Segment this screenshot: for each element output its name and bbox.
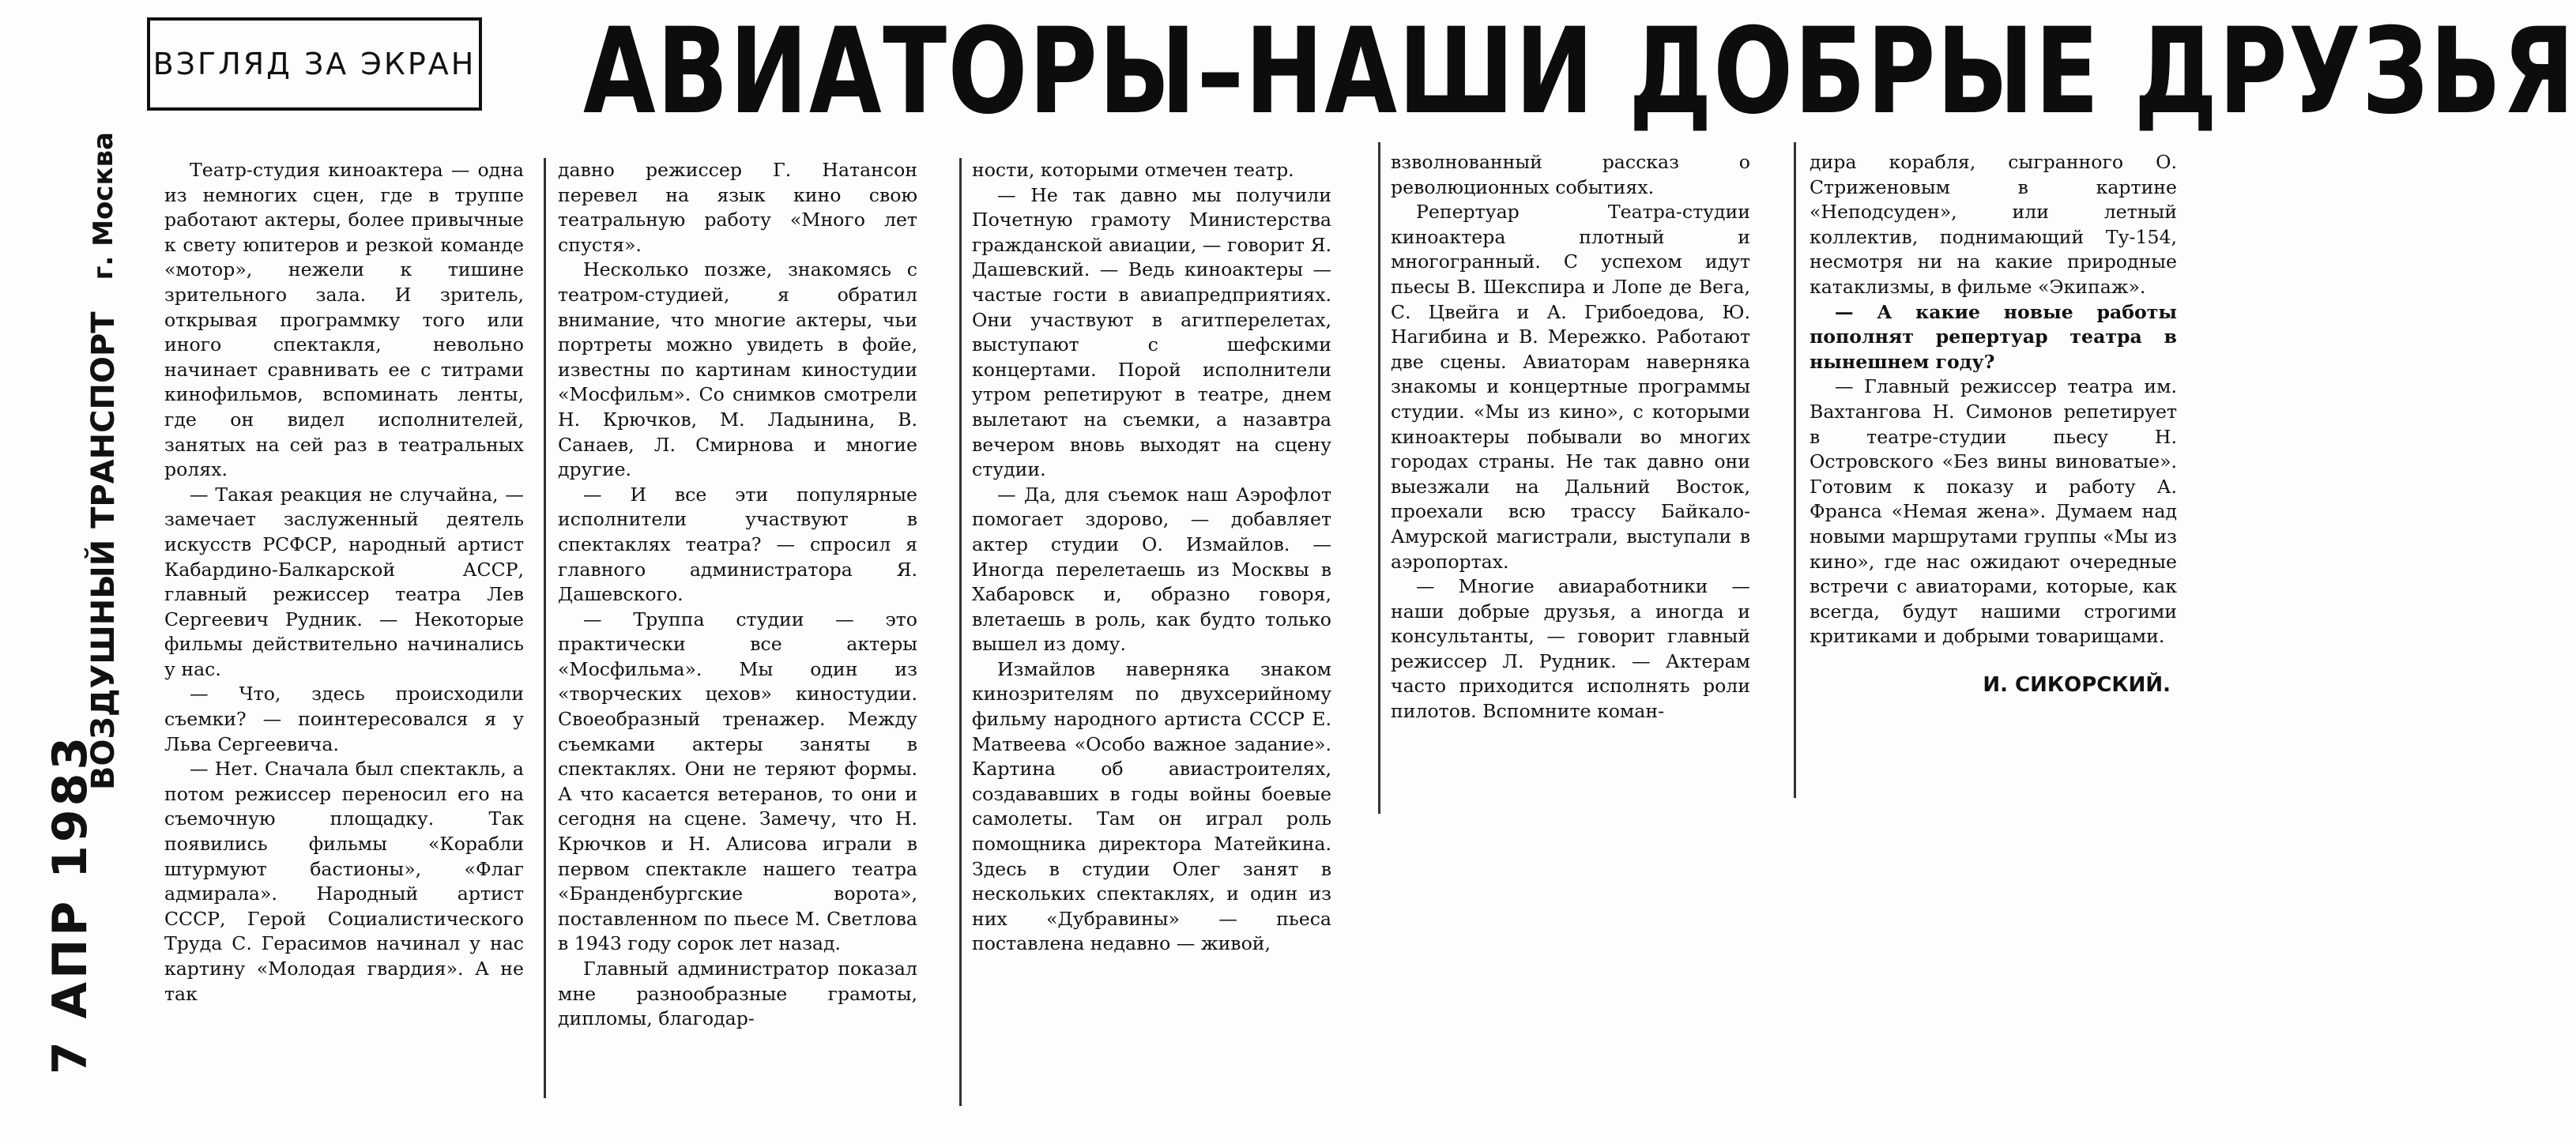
- article-paragraph: дира корабля, сыгранного О. Стриженовым в картине «Неподсуден», или летный коллектив, поднимающий Ту-154, несмотря ни на какие природные катаклизмы, в фильме «Экипаж».: [1810, 151, 2177, 298]
- article-paragraph: Измайлов наверняка знаком кинозрителям по двухсерийному фильму народного артиста СССР Е. Матвеева «Особо важное задание». Картина об авиастроителях, создававших в годы войны боевые самолеты. Там он играл роль помощника директора Матейкина. Здесь в студии Олег занят в нескольких спектаклях, и один из них «Дубравины» — пьеса поставлена недавно — живой,: [972, 657, 1331, 955]
- article-paragraph: — Труппа студии — это практически все актеры «Мосфильма». Мы один из «творческих цехов» киностудии. Своеобразный тренажер. Между съемками актеры заняты в спектаклях. Они не теряют формы. А что касается ветеранов, то они и сегодня на сцене. Замечу, что Н. Крючков и Н. Алисова играли в первом спектакле нашего театра «Бранденбургские ворота», поставленном по пьесе М. Светлова в 1943 году сорок лет назад.: [558, 608, 917, 955]
- article-column-1: [164, 158, 524, 1138]
- article-paragraph: — И все эти популярные исполнители участвуют в спектаклях театра? — спросил я главного администратора Я. Дашевского.: [558, 483, 917, 606]
- article-paragraph: — Да, для съемок наш Аэрофлот помогает здорово, — добавляет актер студии О. Измайлов. — Иногда перелетаешь из Москвы в Хабаровск и, образно говоря, влетаешь в роль, как будто только вышел из дому.: [972, 483, 1331, 656]
- stamp-date: 7 АПР 1983: [43, 733, 98, 1074]
- article-paragraph: — Не так давно мы получили Почетную грамоту Министерства гражданской авиации, — говорит Я. Дашевский. — Ведь киноактеры — частые гости в авиапредприятиях. Они участвуют в агитперелетах, выступают с шефскими концертами. Порой исполнители утром репетируют в театре, днем вылетают на съемки, а назавтра вечером вновь выходят на сцену студии.: [972, 183, 1331, 481]
- article-column-4: [1391, 150, 1750, 845]
- section-rubric: ВЗГЛЯД ЗА ЭКРАН: [147, 17, 482, 111]
- article-paragraph: — Что, здесь происходили съемки? — поинтересовался я у Льва Сергеевича.: [164, 683, 524, 755]
- article-column-3: [972, 158, 1331, 1138]
- column-rule: [544, 158, 546, 1098]
- article-paragraph: Репертуар Театра-студии киноактера плотный и многогранный. С успехом идут пьесы В. Шекспира и Лопе де Вега, С. Цвейга и А. Грибоедова, Ю. Нагибина и В. Мережко. Работают две сцены. Авиаторам наверняка знакомы и концертные программы студии. «Мы из кино», с которыми киноактеры побывали во многих городах страны. Не так давно они выезжали на Дальний Восток, проехали всю трассу Байкало-Амурской магистрали, выступали в аэропортах.: [1391, 201, 1750, 573]
- author-signature: И. СИКОРСКИЙ.: [1983, 672, 2171, 697]
- column-rule: [1378, 142, 1380, 814]
- article-paragraph: — Многие авиаработники — наши добрые друзья, а иногда и консультанты, — говорит главный режиссер Л. Рудник. — Актерам часто приходится исполнять роли пилотов. Вспомните коман-: [1391, 575, 1750, 723]
- column-rule: [959, 158, 962, 1106]
- column-5-paragraphs: [1810, 150, 2177, 649]
- article-headline: АВИАТОРЫ–НАШИ ДОБРЫЕ ДРУЗЬЯ: [583, 3, 2576, 141]
- article-paragraph: Театр-студия киноактера — одна из немногих сцен, где в труппе работают актеры, более привычные к свету юпитеров и резкой команде «мотор», нежели к тишине зрительного зала. И зритель, открывая программку того или иного спектакля, невольно начинает сравнивать ее с титрами кинофильмов, вспоминать ленты, где он видел исполнителей, занятых на сей раз в театральных ролях.: [164, 159, 524, 481]
- article-paragraph: Главный администратор показал мне разнообразные грамоты, дипломы, благодар-: [558, 958, 917, 1030]
- newspaper-stamp: [76, 132, 131, 790]
- article-paragraph: ности, которыми отмечен театр.: [972, 159, 1294, 181]
- article-paragraph: — Такая реакция не случайна, — замечает заслуженный деятель искусств РСФСР, народный артист Кабардино-Балкарской АССР, главный режиссер театра Лев Сергеевич Рудник. — Некоторые фильмы действительно начинались у нас.: [164, 483, 524, 680]
- column-rule: [1794, 142, 1796, 798]
- article-paragraph: взволнованный рассказ о революционных событиях.: [1391, 151, 1750, 198]
- article-paragraph: — Главный режиссер театра им. Вахтангова Н. Симонов репетирует в театре-студии пьесу Н. Островского «Без вины виноватые». Готовим к показу и работу А. Франса «Немая жена». Думаем над новыми маршрутами группы «Мы из кино», где нас ожидают очередные встречи с авиаторами, которые, как всегда, будут нашими строгими критиками и добрыми товарищами.: [1810, 375, 2177, 648]
- article-paragraph: — Нет. Сначала был спектакль, а потом режиссер переносил его на съемочную площадку. Так появились фильмы «Корабли штурмуют бастионы», «Флаг адмирала». Народный артист СССР, Герой Социалистического Труда С. Герасимов начинал у нас картину «Молодая гвардия». А не так: [164, 758, 524, 1005]
- article-column-2: [558, 158, 917, 1138]
- stamp-city: г. Москва: [88, 132, 119, 280]
- article-paragraph: Несколько позже, знакомясь с театром-студией, я обратил внимание, что многие актеры, чьи портреты можно увидеть в фойе, известны по картинам киностудии «Мосфильм». Со снимков смотрели Н. Крючков, М. Ладынина, В. Санаев, Л. Смирнова и многие другие.: [558, 258, 917, 481]
- stamp-newspaper-name: ВОЗДУШНЫЙ ТРАНСПОРТ: [85, 311, 122, 790]
- article-column-5: [1810, 150, 2177, 861]
- article-paragraph: — А какие новые работы пополнят репертуар театра в нынешнем году?: [1810, 300, 2177, 373]
- article-paragraph: давно режиссер Г. Натансон перевел на язык кино свою театральную работу «Много лет спустя».: [558, 159, 917, 256]
